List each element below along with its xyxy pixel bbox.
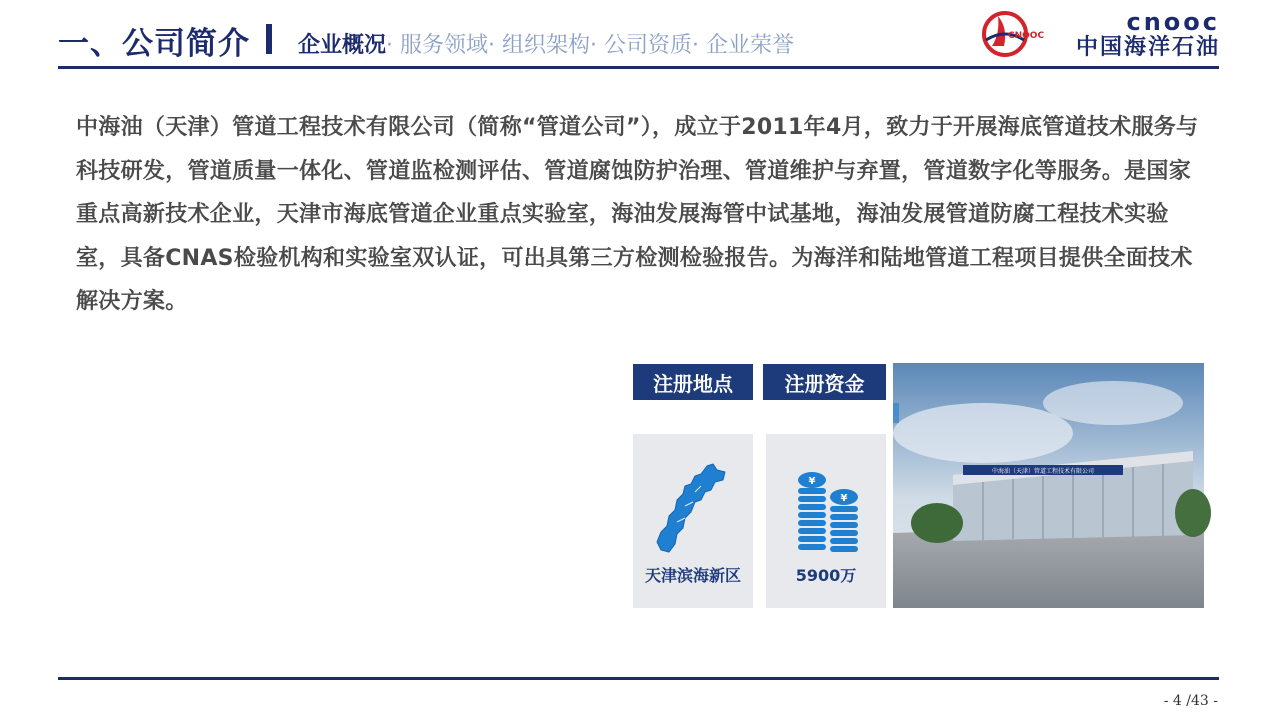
location-value: 天津滨海新区: [644, 566, 741, 585]
section-nav: [298, 28, 794, 59]
nav-tab-services[interactable]: · 服务领域: [386, 33, 489, 58]
svg-text:¥: ¥: [840, 493, 848, 504]
coin-stack-icon: [796, 466, 860, 558]
header-rule: [58, 66, 1219, 69]
logo-chinese-text: 中国海洋石油: [1075, 35, 1220, 60]
cnooc-emblem-icon: [978, 6, 1045, 58]
nav-tab-qualifications[interactable]: · 公司资质: [590, 33, 693, 58]
nav-tab-overview[interactable]: 企业概况: [298, 33, 387, 58]
slide-header: [58, 8, 1220, 68]
page-number: - 4 /43 -: [1163, 693, 1218, 709]
cnooc-logo: [978, 6, 1220, 60]
building-illustration: [893, 363, 1204, 608]
title-divider: [266, 24, 272, 54]
footer-rule: [58, 677, 1219, 680]
logo-english-text: cnooc: [1126, 8, 1220, 36]
capital-value: 5900万: [795, 566, 857, 585]
company-intro-paragraph: 中海油（天津）管道工程技术有限公司（简称“管道公司”），成立于2011年4月，致力于开展海底管道技术服务与科技研发，管道质量一体化、管道监检测评估、管道腐蚀防护治理、管道维护与弃置，管道数字化等服务。是国家重点高新技术企业，天津市海底管道企业重点实验室，海油发展海管中试基地，海油发展管道防腐工程技术实验室，具备CNAS检验机构和实验室双认证，可出具第三方检测检验报告。为海洋和陆地管道工程项目提供全面技术解决方案。: [76, 115, 1199, 314]
company-building-photo: [893, 363, 1204, 608]
location-card: [633, 434, 753, 608]
svg-text:中海油（天津）管道工程技术有限公司: 中海油（天津）管道工程技术有限公司: [991, 468, 1095, 475]
svg-text:CNOOC: CNOOC: [1008, 31, 1045, 41]
tianjin-map-icon: [655, 462, 729, 556]
registered-capital-tag: 注册资金: [763, 364, 886, 400]
section-title: 一、公司简介: [58, 26, 250, 62]
capital-card: [766, 434, 886, 608]
svg-text:¥: ¥: [808, 476, 816, 487]
nav-tab-honors[interactable]: · 企业荣誉: [692, 33, 795, 58]
nav-tab-organization[interactable]: · 组织架构: [488, 33, 591, 58]
registered-location-tag: 注册地点: [633, 364, 753, 400]
